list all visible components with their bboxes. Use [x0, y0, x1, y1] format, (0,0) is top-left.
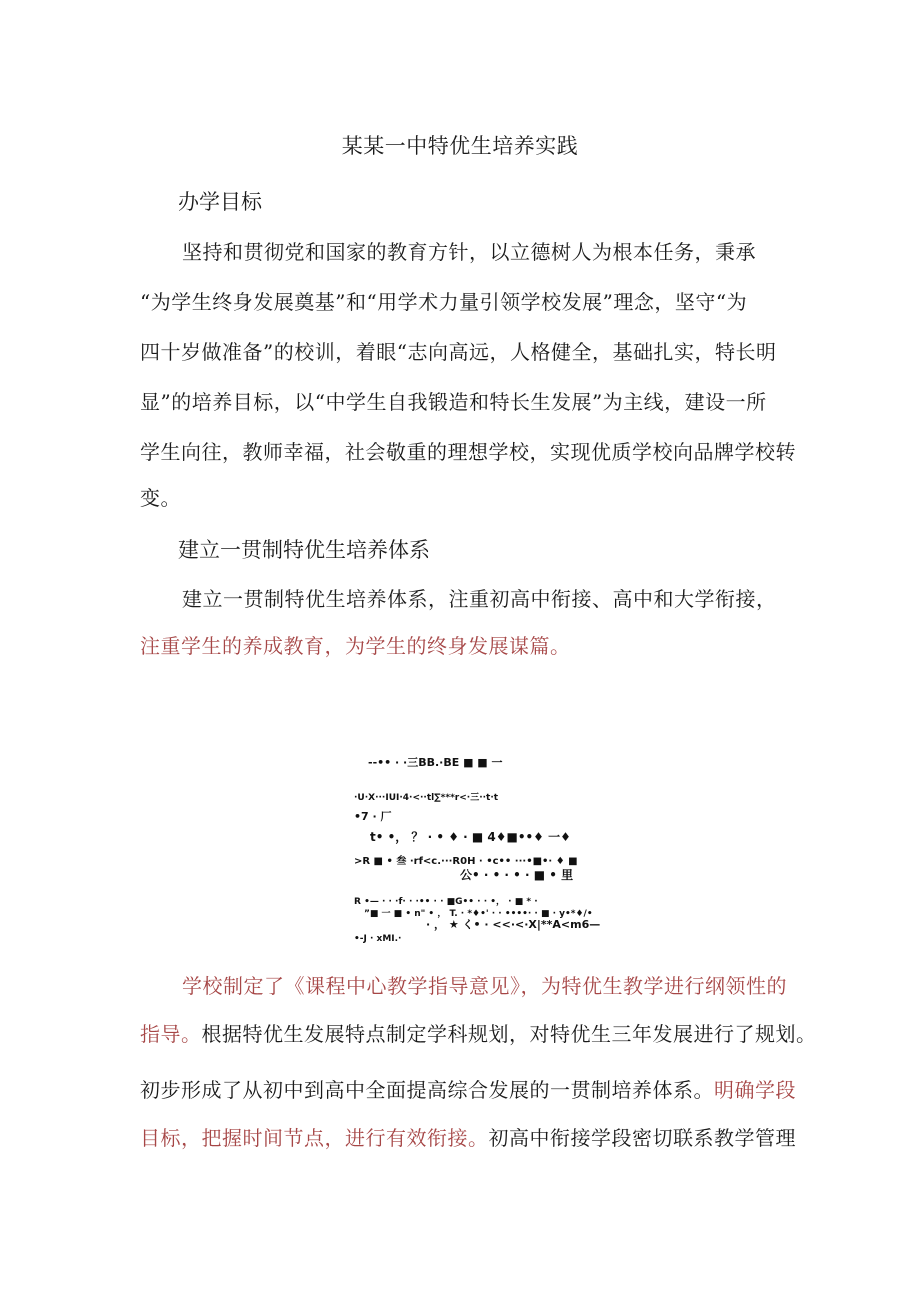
highlighted-text: 目标，把握时间节点，进行有效衔接。: [140, 1126, 489, 1150]
section-heading-goals: 办学目标: [178, 190, 262, 214]
paragraph-line: 坚持和贯彻党和国家的教育方针，以立德树人为根本任务，秉承: [182, 240, 756, 264]
diagram-text-row: >R ■ • 叁 ·rf<c.···R0H · •c•• ···•■•· ♦ ■: [354, 856, 578, 867]
paragraph-line: 变。: [140, 486, 181, 510]
diagram-text-row: R •— · · ·f· · ·•• · · ■G•• · · •， · ■ * ·: [354, 897, 538, 907]
paragraph-line: 学生向往，教师幸福，社会敬重的理想学校，实现优质学校向品牌学校转: [140, 440, 796, 464]
paragraph-line: 建立一贯制特优生培养体系，注重初高中衔接、高中和大学衔接，: [182, 587, 777, 611]
diagram-text-row: •-J · xMI.·: [354, 934, 402, 944]
paragraph-line: 四十岁做准备”的校训，着眼“志向高远，人格健全，基础扎实，特长明: [140, 340, 777, 364]
body-text: 根据特优生发展特点制定学科规划，对特优生三年发展进行了规划。: [201, 1022, 817, 1046]
diagram-text-row: ·U·X···IUI·4·<··tl∑***r<·三··t·t: [354, 793, 499, 803]
paragraph-line: [140, 1122, 800, 1151]
highlighted-text: 学校制定了《课程中心教学指导意见》，为特优生教学进行纲领性的: [182, 974, 787, 998]
diagram-text-row: 公• · • · • · ■ • 里: [460, 868, 574, 882]
highlighted-text: 指导。: [140, 1022, 202, 1046]
body-text: 初步形成了从初中到高中全面提高综合发展的一贯制培养体系。: [140, 1078, 714, 1102]
paragraph-line: [140, 1074, 800, 1103]
diagram-text-row: •7 · 厂: [354, 810, 392, 823]
paragraph-line-highlighted: 注重学生的养成教育，为学生的终身发展谋篇。: [140, 634, 571, 658]
paragraph-line: [182, 970, 842, 999]
garbled-diagram-image: [340, 748, 620, 948]
diagram-text-row: · ， ★ く• · <<·<·X|**A<m6—: [426, 918, 601, 931]
highlighted-text: 明确学段: [714, 1078, 796, 1102]
paragraph-line: [140, 1018, 817, 1047]
section-heading-system: 建立一贯制特优生培养体系: [178, 538, 430, 562]
body-text: 初高中衔接学段密切联系教学管理: [488, 1126, 796, 1150]
paragraph-line: 显”的培养目标，以“中学生自我锻造和特长生发展”为主线，建设一所: [140, 390, 767, 414]
diagram-text-row: ”■ 一 ■ • n" • ， T. · *♦•' · · ••••· · ■ · y•*♦/•: [364, 909, 593, 919]
diagram-text-row: --•• · ·三BB.·BE ■ ■ 一: [368, 756, 503, 769]
document-title: 某某一中特优生培养实践: [341, 134, 579, 158]
paragraph-line: “为学生终身发展奠基”和“用学术力量引领学校发展”理念，坚守“为: [140, 290, 748, 314]
diagram-text-row: t• •， ？ · • ♦ · ■ 4♦■••♦ 一♦: [370, 830, 571, 844]
